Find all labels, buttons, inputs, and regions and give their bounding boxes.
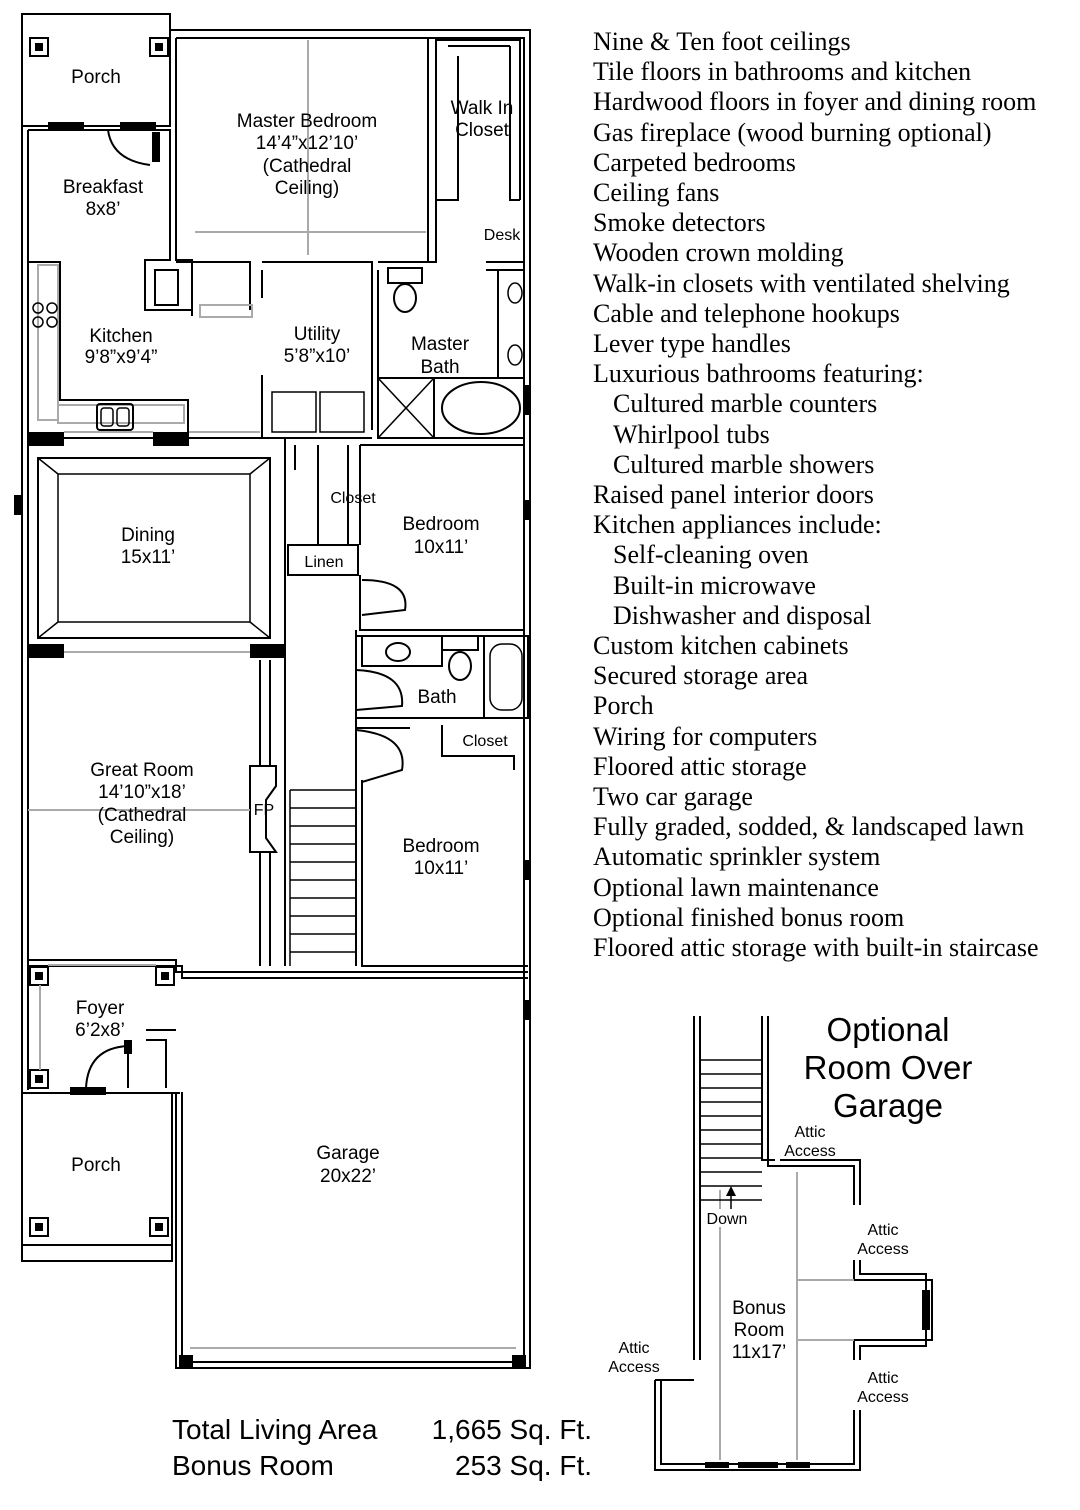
bonus-room-area-label: Bonus Room — [172, 1450, 334, 1481]
feature-item: Cultured marble counters — [613, 389, 878, 419]
feature-item: Nine & Ten foot ceilings — [593, 27, 851, 56]
great-room-size: 14’10”x18’ — [98, 782, 186, 803]
feature-item: Tile floors in bathrooms and kitchen — [593, 57, 972, 87]
attic-access-label: Attic — [867, 1370, 899, 1387]
feature-item: Kitchen appliances include: — [593, 510, 882, 540]
feature-item: Hardwood floors in foyer and dining room — [593, 87, 1037, 117]
bonus-room-size: 11x17’ — [731, 1342, 787, 1363]
feature-item: Floored attic storage — [593, 751, 807, 781]
attic-access-label: Attic — [618, 1340, 650, 1357]
feature-item: Luxurious bathrooms featuring: — [593, 359, 924, 389]
attic-access-label: Access — [857, 1241, 909, 1258]
feature-item: Self-cleaning oven — [613, 540, 809, 570]
features-list — [593, 27, 1039, 963]
feature-item: Cable and telephone hookups — [593, 298, 900, 328]
bonus-room-label: Room — [733, 1320, 785, 1341]
feature-item: Carpeted bedrooms — [593, 147, 796, 177]
bonus-room-area-value: 253 Sq. Ft. — [455, 1450, 592, 1481]
breakfast-size: 8x8’ — [85, 199, 121, 220]
attic-access-label: Attic — [794, 1124, 826, 1141]
porch-top-label: Porch — [71, 67, 121, 88]
total-living-area-value: 1,665 Sq. Ft. — [431, 1414, 592, 1445]
bonus-title: Garage — [832, 1087, 944, 1124]
attic-access-label: Access — [608, 1359, 660, 1376]
closet-label: Closet — [330, 490, 376, 507]
feature-item: Automatic sprinkler system — [593, 842, 881, 872]
bedroom-1-label: Bedroom — [402, 514, 480, 535]
walk-in-closet-label: Walk In — [450, 98, 514, 119]
down-label: Down — [706, 1211, 748, 1228]
great-room-note: (Cathedral — [97, 805, 187, 826]
dining-size: 15x11’ — [120, 547, 176, 568]
bonus-room-label: Bonus — [732, 1298, 786, 1319]
arrow-up-icon — [726, 1186, 736, 1212]
attic-access-label: Access — [857, 1389, 909, 1406]
master-bedroom-label: Master Bedroom — [236, 111, 378, 132]
master-bedroom-note: Ceiling) — [274, 178, 340, 199]
dining-label: Dining — [121, 525, 175, 546]
feature-item: Porch — [593, 691, 654, 721]
feature-item: Floored attic storage with built-in staircase — [593, 933, 1039, 963]
master-bath-label: Bath — [420, 357, 460, 378]
total-living-area-label: Total Living Area — [172, 1414, 378, 1445]
feature-item: Raised panel interior doors — [593, 480, 874, 510]
attic-access-label: Attic — [867, 1222, 899, 1239]
room-labels — [63, 67, 521, 1187]
utility-label: Utility — [293, 324, 341, 345]
bonus-room-area-row — [172, 1450, 592, 1486]
feature-item: Secured storage area — [593, 661, 809, 691]
bedroom-2-label: Bedroom — [402, 836, 480, 857]
feature-item: Optional lawn maintenance — [593, 872, 879, 902]
bonus-room-plan — [608, 1011, 972, 1470]
foyer-size: 6’2x8’ — [75, 1020, 125, 1041]
feature-item: Two car garage — [593, 782, 753, 812]
feature-item: Cultured marble showers — [613, 449, 875, 479]
utility-size: 5’8”x10’ — [283, 346, 351, 367]
feature-item: Wiring for computers — [593, 721, 818, 751]
porch-bottom-label: Porch — [71, 1155, 121, 1176]
fireplace-label: FP — [253, 802, 275, 819]
feature-item: Built-in microwave — [613, 570, 816, 600]
feature-item: Smoke detectors — [593, 208, 766, 238]
breakfast-label: Breakfast — [62, 177, 144, 198]
desk-label: Desk — [483, 227, 521, 244]
master-bath-label: Master — [410, 334, 470, 355]
feature-item: Ceiling fans — [593, 178, 720, 208]
feature-item: Fully graded, sodded, & landscaped lawn — [593, 812, 1025, 842]
bedroom-2-size: 10x11’ — [413, 858, 469, 879]
great-room-label: Great Room — [90, 760, 194, 781]
feature-item: Walk-in closets with ventilated shelving — [593, 268, 1010, 298]
bath-label: Bath — [417, 687, 457, 708]
total-living-area-row — [172, 1414, 592, 1450]
kitchen-label: Kitchen — [89, 326, 153, 347]
area-totals — [172, 1414, 592, 1486]
feature-item: Wooden crown molding — [593, 238, 844, 268]
foyer-label: Foyer — [75, 998, 125, 1019]
garage-size: 20x22’ — [320, 1166, 376, 1187]
great-room-note: Ceiling) — [109, 827, 175, 848]
master-bedroom-note: (Cathedral — [262, 156, 352, 177]
bedroom-1-size: 10x11’ — [413, 537, 469, 558]
kitchen-size: 9’8”x9’4” — [84, 347, 158, 368]
main-stairs — [290, 790, 356, 966]
feature-item: Custom kitchen cabinets — [593, 631, 849, 661]
feature-item: Whirlpool tubs — [613, 419, 770, 449]
feature-item: Lever type handles — [593, 329, 791, 359]
bonus-title: Optional — [826, 1011, 950, 1048]
master-bedroom-size: 14’4”x12’10’ — [255, 133, 359, 154]
garage-label: Garage — [316, 1143, 380, 1164]
bonus-stairs — [700, 1060, 762, 1200]
walk-in-closet-label: Closet — [455, 120, 509, 141]
closet-label: Closet — [462, 733, 508, 750]
feature-item: Gas fireplace (wood burning optional) — [593, 117, 992, 147]
bonus-title: Room Over — [803, 1049, 973, 1086]
feature-item: Dishwasher and disposal — [613, 600, 872, 630]
feature-item: Optional finished bonus room — [593, 902, 905, 932]
attic-access-label: Access — [784, 1143, 836, 1160]
linen-label: Linen — [304, 554, 344, 571]
